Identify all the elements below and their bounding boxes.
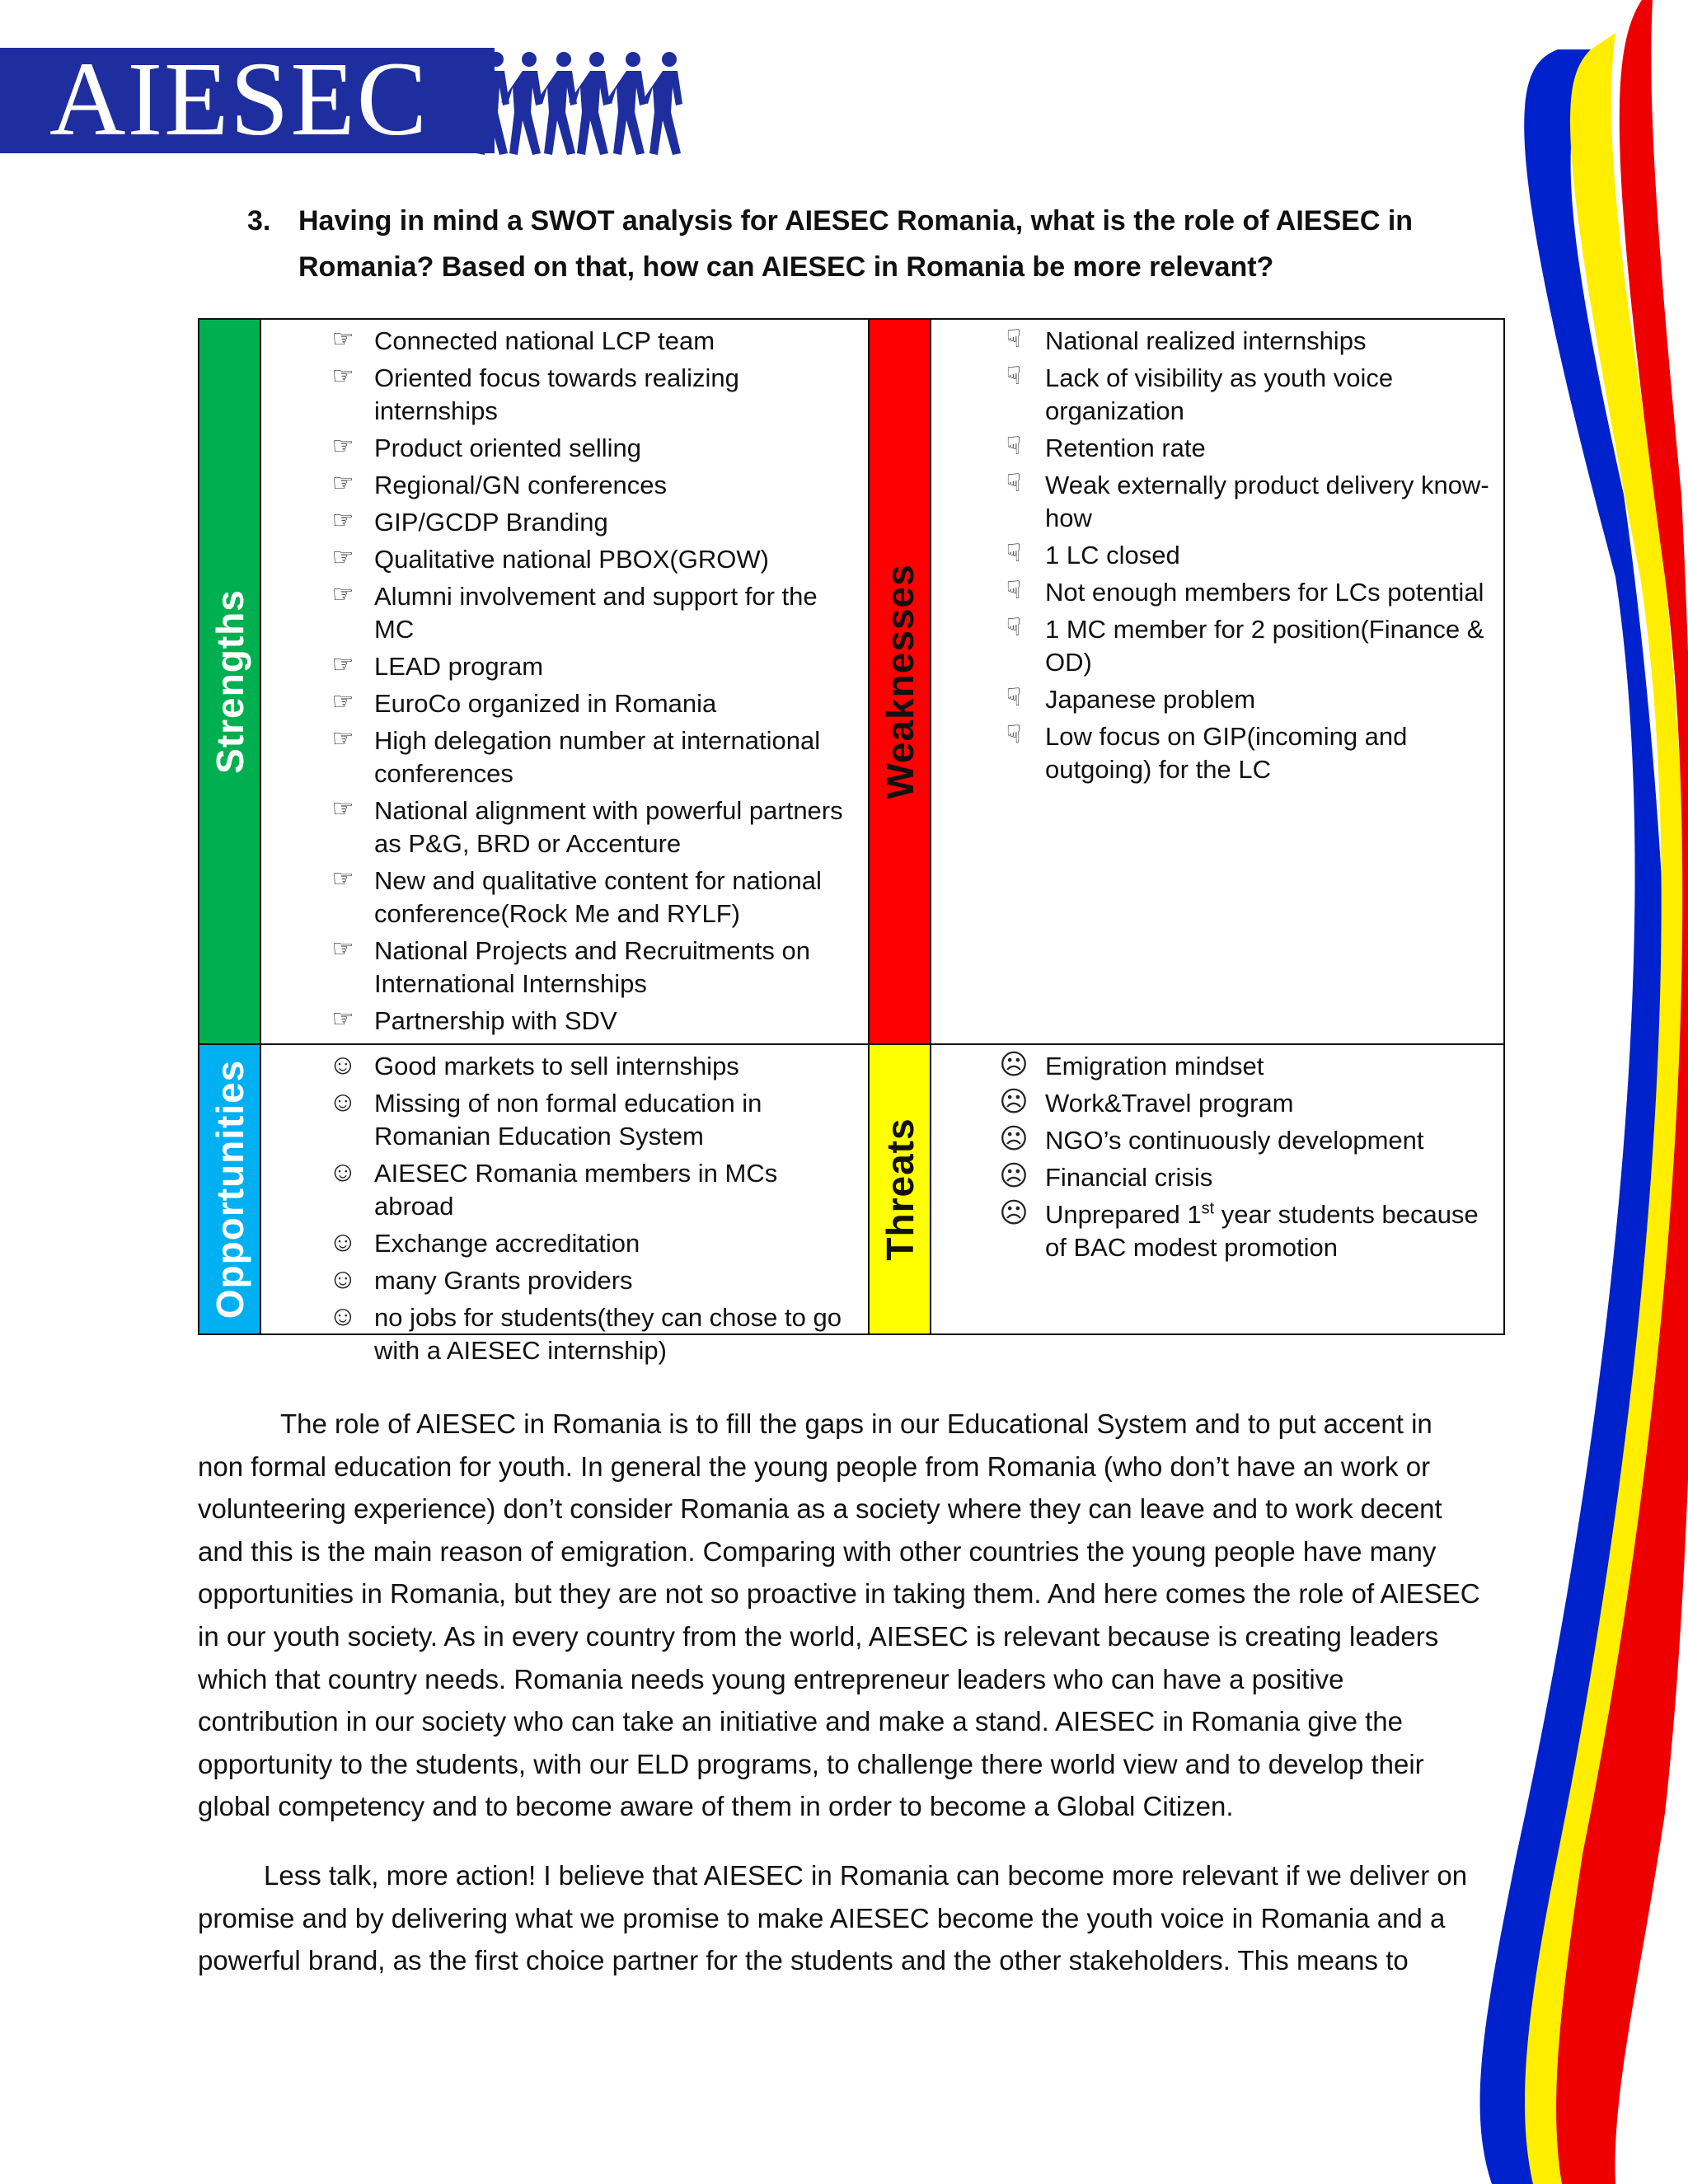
thumbs-down-icon: ☟ (1006, 540, 1022, 567)
opportunities-item-text: Missing of non formal education in Romanian Education System (374, 1089, 762, 1151)
threats-list (999, 1049, 1498, 1268)
thumbs-down-icon: ☟ (1006, 470, 1022, 497)
opportunities-item-text: no jobs for students(they can chose to go with a AIESEC internship) (374, 1303, 842, 1365)
thumbs-up-icon: ☞ (331, 935, 354, 963)
weaknesses-item (1006, 720, 1498, 786)
question-number: 3. (247, 205, 271, 237)
smiley-icon: ☺ (328, 1301, 358, 1332)
opportunities-item (328, 1156, 860, 1223)
thumbs-down-icon: ☟ (1006, 614, 1022, 641)
weaknesses-item-text: National realized internships (1045, 326, 1367, 355)
logo-text: AIESEC (49, 40, 429, 157)
threats-item (999, 1160, 1498, 1194)
strengths-item (331, 1005, 860, 1038)
thumbs-up-icon: ☞ (331, 688, 354, 715)
strengths-item (331, 794, 860, 860)
thumbs-down-icon: ☟ (1006, 433, 1022, 460)
weaknesses-item-text: Weak externally product delivery know-how (1045, 471, 1489, 532)
threats-item-text: Work&Travel program (1045, 1089, 1294, 1118)
thumbs-down-icon: ☟ (1006, 363, 1022, 390)
strengths-item-text: Connected national LCP team (374, 326, 715, 355)
strengths-item (331, 506, 860, 539)
strengths-item-text: National Projects and Recruitments on International Internships (374, 936, 810, 998)
opportunities-item (328, 1301, 860, 1367)
paragraph-role: The role of AIESEC in Romania is to fill the gaps in our Educational System and to put accent in non formal education for youth. In general the young people from Romania (who don’t have an work or volunteering experience) don’t consider Romania as a society where they can leave and to work decent and this is the main reason of emigration. Comparing with other countries the young people have many opportunities in Romania, but they are not so proactive in taking them. And here comes the role of AIESEC in our youth society. As in every country from the world, AIESEC is relevant because is creating leaders which that country needs. Romania needs young entrepreneur leaders who can have a positive contribution in our society who can take an initiative and make a stand. AIESEC in Romania give the opportunity to the students, with our ELD programs, to challenge there world view and to develop their global competency and to become aware of them in order to become a Global Citizen. (198, 1408, 1480, 1822)
weaknesses-item-text: 1 MC member for 2 position(Finance & OD) (1045, 615, 1484, 677)
weaknesses-item (1006, 362, 1498, 428)
strengths-item (331, 687, 860, 720)
strengths-item-text: New and qualitative content for national conference(Rock Me and RYLF) (374, 866, 822, 928)
strengths-item-text: LEAD program (374, 652, 544, 681)
body-text (198, 1403, 1484, 2008)
thumbs-down-icon: ☟ (1006, 326, 1022, 353)
strengths-label: Strengths (208, 589, 251, 774)
threats-item-text: Unprepared 1 (1045, 1200, 1202, 1229)
weaknesses-item (1006, 576, 1498, 609)
thumbs-up-icon: ☞ (331, 470, 354, 497)
smiley-icon: ☺ (328, 1156, 358, 1188)
thumbs-up-icon: ☞ (331, 326, 354, 353)
strengths-item-text: Partnership with SDV (374, 1006, 617, 1035)
thumbs-down-icon: ☟ (1006, 684, 1022, 711)
weaknesses-item-text: Low focus on GIP(incoming and outgoing) for the LC (1045, 722, 1408, 784)
strengths-item-text: EuroCo organized in Romania (374, 689, 717, 718)
thumbs-up-icon: ☞ (331, 1005, 354, 1033)
thumbs-up-icon: ☞ (331, 433, 354, 460)
weaknesses-item (1006, 683, 1498, 716)
threats-label: Threats (878, 1118, 921, 1261)
weaknesses-label: Weaknesses (878, 564, 921, 799)
weaknesses-item-text: Japanese problem (1045, 685, 1256, 714)
weaknesses-item (1006, 539, 1498, 572)
thumbs-up-icon: ☞ (331, 795, 354, 823)
opportunities-tab (198, 1043, 261, 1335)
frown-icon: ☹ (999, 1086, 1029, 1118)
frown-icon: ☹ (999, 1123, 1029, 1155)
threats-item (999, 1123, 1498, 1157)
strengths-item (331, 724, 860, 790)
aiesec-logo (0, 40, 725, 157)
thumbs-up-icon: ☞ (331, 507, 354, 534)
smiley-icon: ☺ (328, 1049, 358, 1080)
opportunities-item-text: Exchange accreditation (374, 1229, 640, 1258)
ordinal-suffix: st (1201, 1199, 1215, 1218)
smiley-icon: ☺ (328, 1226, 358, 1258)
opportunities-item (328, 1049, 860, 1083)
frown-icon: ☹ (999, 1160, 1029, 1192)
weaknesses-item-text: Retention rate (1045, 434, 1206, 462)
smiley-icon: ☺ (328, 1263, 358, 1295)
thumbs-up-icon: ☞ (331, 725, 354, 752)
thumbs-up-icon: ☞ (331, 581, 354, 608)
weaknesses-tab (868, 318, 931, 1045)
strengths-item (331, 469, 860, 502)
thumbs-up-icon: ☞ (331, 865, 354, 893)
threats-item (999, 1197, 1498, 1264)
threats-item (999, 1049, 1498, 1083)
strengths-item-text: Oriented focus towards realizing internships (374, 363, 739, 425)
strengths-item-text: Product oriented selling (374, 434, 641, 462)
weaknesses-item-text: Lack of visibility as youth voice organization (1045, 363, 1394, 425)
strengths-item (331, 362, 860, 428)
opportunities-item-text: many Grants providers (374, 1266, 633, 1295)
threats-item-text: Emigration mindset (1045, 1052, 1264, 1080)
walking-people-icon (462, 48, 725, 155)
strengths-item-text: Alumni involvement and support for the MC (374, 582, 818, 644)
strengths-item-text: Qualitative national PBOX(GROW) (374, 545, 769, 574)
paragraph-relevance: Less talk, more action! I believe that AIESEC in Romania can become more relevant if we deliver on promise and by delivering what we promise to make AIESEC become the youth voice in Romania and a powerful brand, as the first choice partner for the students and the other stakeholders. This means to (198, 1859, 1468, 1976)
opportunities-label: Opportunities (208, 1059, 251, 1319)
thumbs-down-icon: ☟ (1006, 577, 1022, 604)
strengths-item (331, 432, 860, 465)
strengths-item-text: High delegation number at international conferences (374, 726, 821, 788)
strengths-item (331, 865, 860, 930)
threats-tab (868, 1043, 931, 1335)
opportunities-item-text: AIESEC Romania members in MCs abroad (374, 1159, 778, 1221)
smiley-icon: ☺ (328, 1086, 358, 1118)
thumbs-up-icon: ☞ (331, 544, 354, 571)
strengths-item-text: GIP/GCDP Branding (374, 508, 608, 537)
frown-icon: ☹ (999, 1197, 1029, 1229)
strengths-item-text: National alignment with powerful partners as P&G, BRD or Accenture (374, 796, 843, 858)
strengths-item (331, 325, 860, 358)
threats-item (999, 1086, 1498, 1120)
thumbs-down-icon: ☟ (1006, 721, 1022, 748)
weaknesses-list (1006, 325, 1498, 790)
strengths-item (331, 543, 860, 576)
strengths-item (331, 935, 860, 1001)
strengths-item-text: Regional/GN conferences (374, 471, 667, 499)
strengths-tab (198, 318, 261, 1045)
opportunities-item (328, 1226, 860, 1260)
opportunities-list (328, 1049, 860, 1371)
threats-item-text: year students because of BAC modest promotion (1045, 1200, 1479, 1262)
strengths-item (331, 650, 860, 683)
opportunities-item (328, 1263, 860, 1297)
weaknesses-item (1006, 613, 1498, 679)
weaknesses-item (1006, 469, 1498, 535)
opportunities-item-text: Good markets to sell internships (374, 1052, 739, 1080)
thumbs-up-icon: ☞ (331, 363, 354, 390)
threats-item-text: NGO’s continuously development (1045, 1126, 1424, 1155)
weaknesses-item (1006, 325, 1498, 358)
threats-item-text: Financial crisis (1045, 1163, 1213, 1192)
thumbs-up-icon: ☞ (331, 651, 354, 678)
strengths-item (331, 580, 860, 646)
weaknesses-item-text: 1 LC closed (1045, 541, 1180, 569)
weaknesses-item (1006, 432, 1498, 465)
swot-table (198, 318, 1505, 1365)
strengths-list (331, 325, 860, 1042)
opportunities-item (328, 1086, 860, 1153)
question-text: Having in mind a SWOT analysis for AIESEC Romania, what is the role of AIESEC in Romania? Based on that, how can AIESEC in Romania be more relevant? (298, 205, 1414, 283)
weaknesses-item-text: Not enough members for LCs potential (1045, 578, 1484, 607)
frown-icon: ☹ (999, 1049, 1029, 1080)
